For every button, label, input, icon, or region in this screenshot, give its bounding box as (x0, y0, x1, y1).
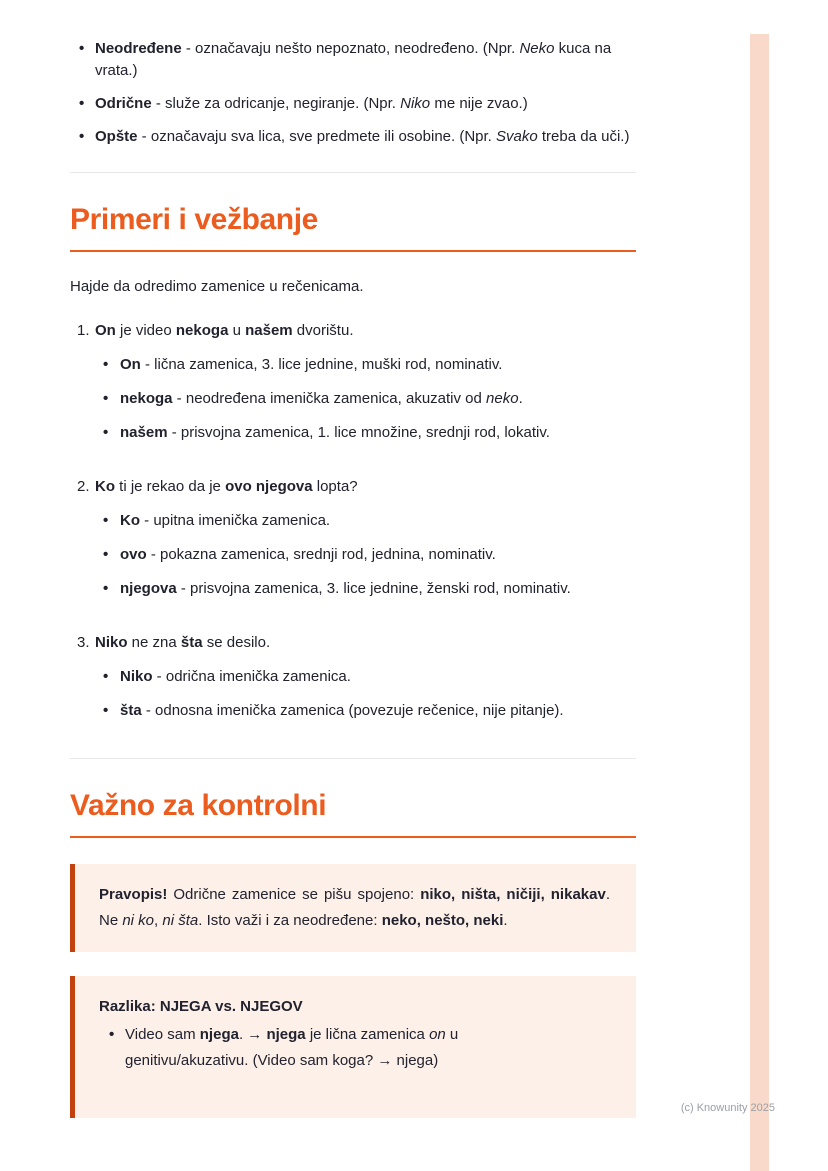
example-body (95, 632, 636, 734)
point-text: • On - lična zamenica, 3. lice jednine, muški rod, nominativ. (120, 356, 503, 373)
footer-copyright: (c) Knowunity 2025 (680, 1102, 775, 1114)
point-text: • njegova - prisvojna zamenica, 3. lice jednine, ženski rod, nominativ. (120, 580, 571, 597)
example-sentence: Niko ne zna šta se desilo. (95, 634, 271, 651)
list-item (95, 700, 636, 722)
point-text: • nekoga - neodređena imenička zamenica, akuzativ od neko. (120, 390, 523, 407)
callout-text: Pravopis! Odrične zamenice se pišu spojeno: niko, ništa, ničiji, nikakav. Ne ni ko, ni šta. Isto važi i za neodređene: neko, nešto, neki. (99, 886, 610, 929)
list-item-text: • Odrične - služe za odricanje, negiranje. (Npr. Niko me nije zvao.) (95, 95, 528, 112)
example-number: 2. (77, 478, 90, 495)
example-item (70, 320, 636, 456)
pronoun-types-list (70, 38, 636, 148)
section-title-vazno: Važno za kontrolni (70, 789, 327, 822)
title-underline (70, 836, 636, 838)
example-points (95, 354, 636, 444)
section-title-primeri: Primeri i vežbanje (70, 203, 318, 236)
title-underline (70, 250, 636, 252)
page-content (70, 38, 636, 1118)
callout-pravopis (70, 864, 636, 952)
example-points (95, 510, 636, 600)
list-item (70, 126, 636, 148)
example-number: 3. (77, 634, 90, 651)
list-item (95, 578, 636, 600)
point-text: • našem - prisvojna zamenica, 1. lice množine, srednji rod, lokativ. (120, 424, 550, 441)
section-divider (70, 172, 636, 173)
example-body (95, 320, 636, 456)
example-sentence: Ko ti je rekao da je ovo njegova lopta? (95, 478, 358, 495)
point-text: • šta - odnosna imenička zamenica (povezuje rečenice, nije pitanje). (120, 702, 564, 719)
list-item (95, 666, 636, 688)
list-item (95, 354, 636, 376)
example-item (70, 476, 636, 612)
callout-razlika (70, 976, 636, 1118)
example-body (95, 476, 636, 612)
example-points (95, 666, 636, 722)
list-item (95, 422, 636, 444)
right-accent-stripe (750, 34, 769, 1171)
example-item (70, 632, 636, 734)
section-divider (70, 758, 636, 759)
example-sentence: On je video nekoga u našem dvorištu. (95, 322, 354, 339)
list-item (95, 510, 636, 532)
intro-paragraph: Hajde da odredimo zamenice u rečenicama. (70, 278, 364, 295)
callout-bullet-text: • Video sam njega. → njega je lična zamenica on u genitivu/akuzativu. (Video sam koga? → njega) (125, 1026, 459, 1069)
callout-title: Razlika: NJEGA vs. NJEGOV (99, 998, 303, 1015)
list-item (95, 544, 636, 566)
list-item-text: • Opšte - označavaju sva lica, sve predmete ili osobine. (Npr. Svako treba da uči.) (95, 128, 630, 145)
list-item (95, 388, 636, 410)
list-item (70, 38, 636, 82)
list-item (99, 1022, 610, 1074)
point-text: • Niko - odrična imenička zamenica. (120, 668, 351, 685)
example-number: 1. (77, 322, 90, 339)
list-item (70, 93, 636, 115)
list-item-text: • Neodređene - označavaju nešto nepoznato, neodređeno. (Npr. Neko kuca na vrata.) (95, 40, 612, 79)
point-text: • Ko - upitna imenička zamenica. (120, 512, 331, 529)
point-text: • ovo - pokazna zamenica, srednji rod, jednina, nominativ. (120, 546, 496, 563)
